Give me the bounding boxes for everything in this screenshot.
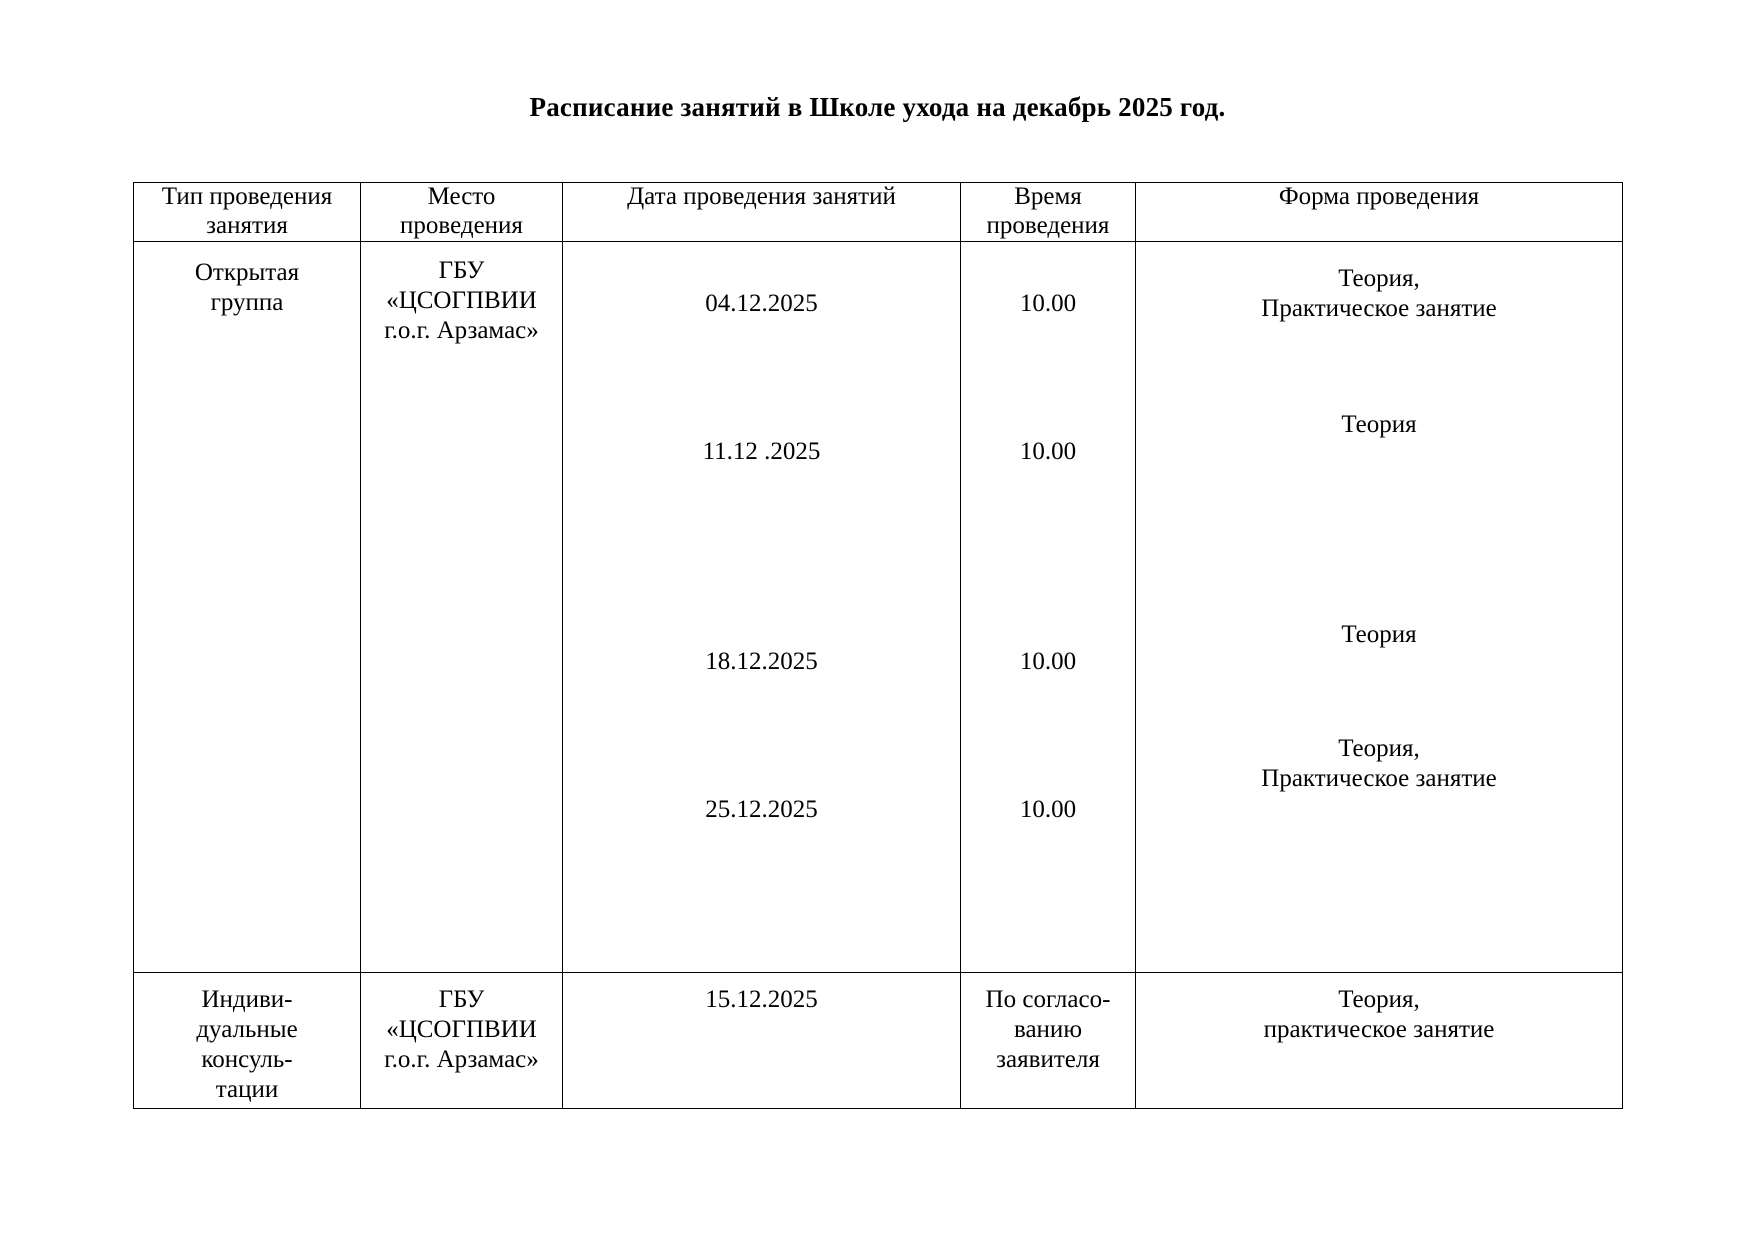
time-individual-line-2: ванию	[1013, 1015, 1082, 1043]
place-individual-line-3: г.о.г. Арзамас»	[384, 1045, 539, 1073]
type-open-group-line-2: группа	[210, 288, 284, 316]
type-individual-line-2: дуальные	[196, 1015, 298, 1043]
time-individual-line-3: заявителя	[996, 1045, 1100, 1073]
cell-place-open-group	[361, 241, 563, 972]
column-header-date	[563, 183, 961, 242]
table-body	[134, 241, 1623, 1108]
session-time-3: 10.00	[1019, 647, 1077, 675]
cell-type-open-group	[134, 241, 361, 972]
table-row-individual-consultations	[134, 972, 1623, 1108]
type-individual-line-1: Индиви-	[201, 985, 293, 1013]
place-individual-line-2: «ЦСОГПВИИ	[386, 1015, 537, 1043]
schedule-table	[133, 182, 1623, 1109]
table-header-row	[134, 183, 1623, 242]
session-date-4: 25.12.2025	[705, 795, 818, 823]
column-header-form-line-1: Форма проведения	[1278, 183, 1480, 210]
session-date-2: 11.12 .2025	[702, 437, 821, 465]
column-header-place-line-2: проведения	[400, 211, 523, 239]
session-time-4: 10.00	[1019, 795, 1077, 823]
table-header	[134, 183, 1623, 242]
schedule-table-container	[133, 182, 1622, 1109]
page-title: Расписание занятий в Школе ухода на декабрь 2025 год.	[529, 92, 1226, 122]
cell-forms-open-group	[1136, 241, 1623, 972]
type-individual-line-4: тации	[215, 1075, 279, 1103]
session-form-3-line-1: Теория	[1341, 620, 1417, 648]
session-form-4	[1136, 734, 1622, 795]
cell-date-individual	[563, 972, 961, 1108]
cell-dates-open-group	[563, 241, 961, 972]
table-row-open-group	[134, 241, 1623, 972]
session-form-4-line-2: Практическое занятие	[1261, 765, 1497, 792]
column-header-date-line-1: Дата проведения занятий	[627, 183, 896, 210]
session-form-2-line-1: Теория	[1341, 410, 1417, 438]
cell-place-individual	[361, 972, 563, 1108]
place-open-group-line-2: «ЦСОГПВИИ	[386, 286, 537, 314]
session-date-3: 18.12.2025	[705, 647, 818, 675]
type-individual-line-3: консуль-	[201, 1045, 293, 1073]
form-individual-line-1: Теория,	[1338, 985, 1420, 1013]
column-header-time-line-1: Время	[1014, 183, 1082, 210]
session-date-1: 04.12.2025	[705, 289, 818, 317]
session-time-1: 10.00	[1019, 289, 1077, 317]
column-header-type-line-1: Тип проведения	[161, 183, 333, 210]
column-header-time	[961, 183, 1136, 242]
place-open-group-line-3: г.о.г. Арзамас»	[384, 316, 539, 344]
cell-times-open-group	[961, 241, 1136, 972]
session-form-2	[1136, 410, 1622, 441]
cell-time-individual	[961, 972, 1136, 1108]
column-header-type-line-2: занятия	[206, 211, 288, 239]
place-open-group-line-1: ГБУ	[438, 256, 485, 284]
session-form-1-line-2: Практическое занятие	[1261, 295, 1497, 322]
session-form-4-line-1: Теория,	[1338, 734, 1420, 762]
session-time-2: 10.00	[1019, 437, 1077, 465]
date-individual: 15.12.2025	[705, 985, 818, 1013]
column-header-form	[1136, 183, 1623, 242]
type-open-group-line-1: Открытая	[194, 258, 300, 286]
column-header-place-line-1: Место	[427, 183, 496, 210]
time-individual-line-1: По согласо-	[985, 985, 1111, 1013]
place-individual-line-1: ГБУ	[438, 985, 485, 1013]
session-form-1-line-1: Теория,	[1338, 264, 1420, 292]
column-header-type	[134, 183, 361, 242]
column-header-place	[361, 183, 563, 242]
session-form-1	[1136, 264, 1622, 325]
cell-form-individual	[1136, 972, 1623, 1108]
cell-type-individual	[134, 972, 361, 1108]
session-form-3	[1136, 620, 1622, 651]
form-individual-line-2: практическое занятие	[1263, 1015, 1495, 1043]
column-header-time-line-2: проведения	[986, 211, 1110, 239]
